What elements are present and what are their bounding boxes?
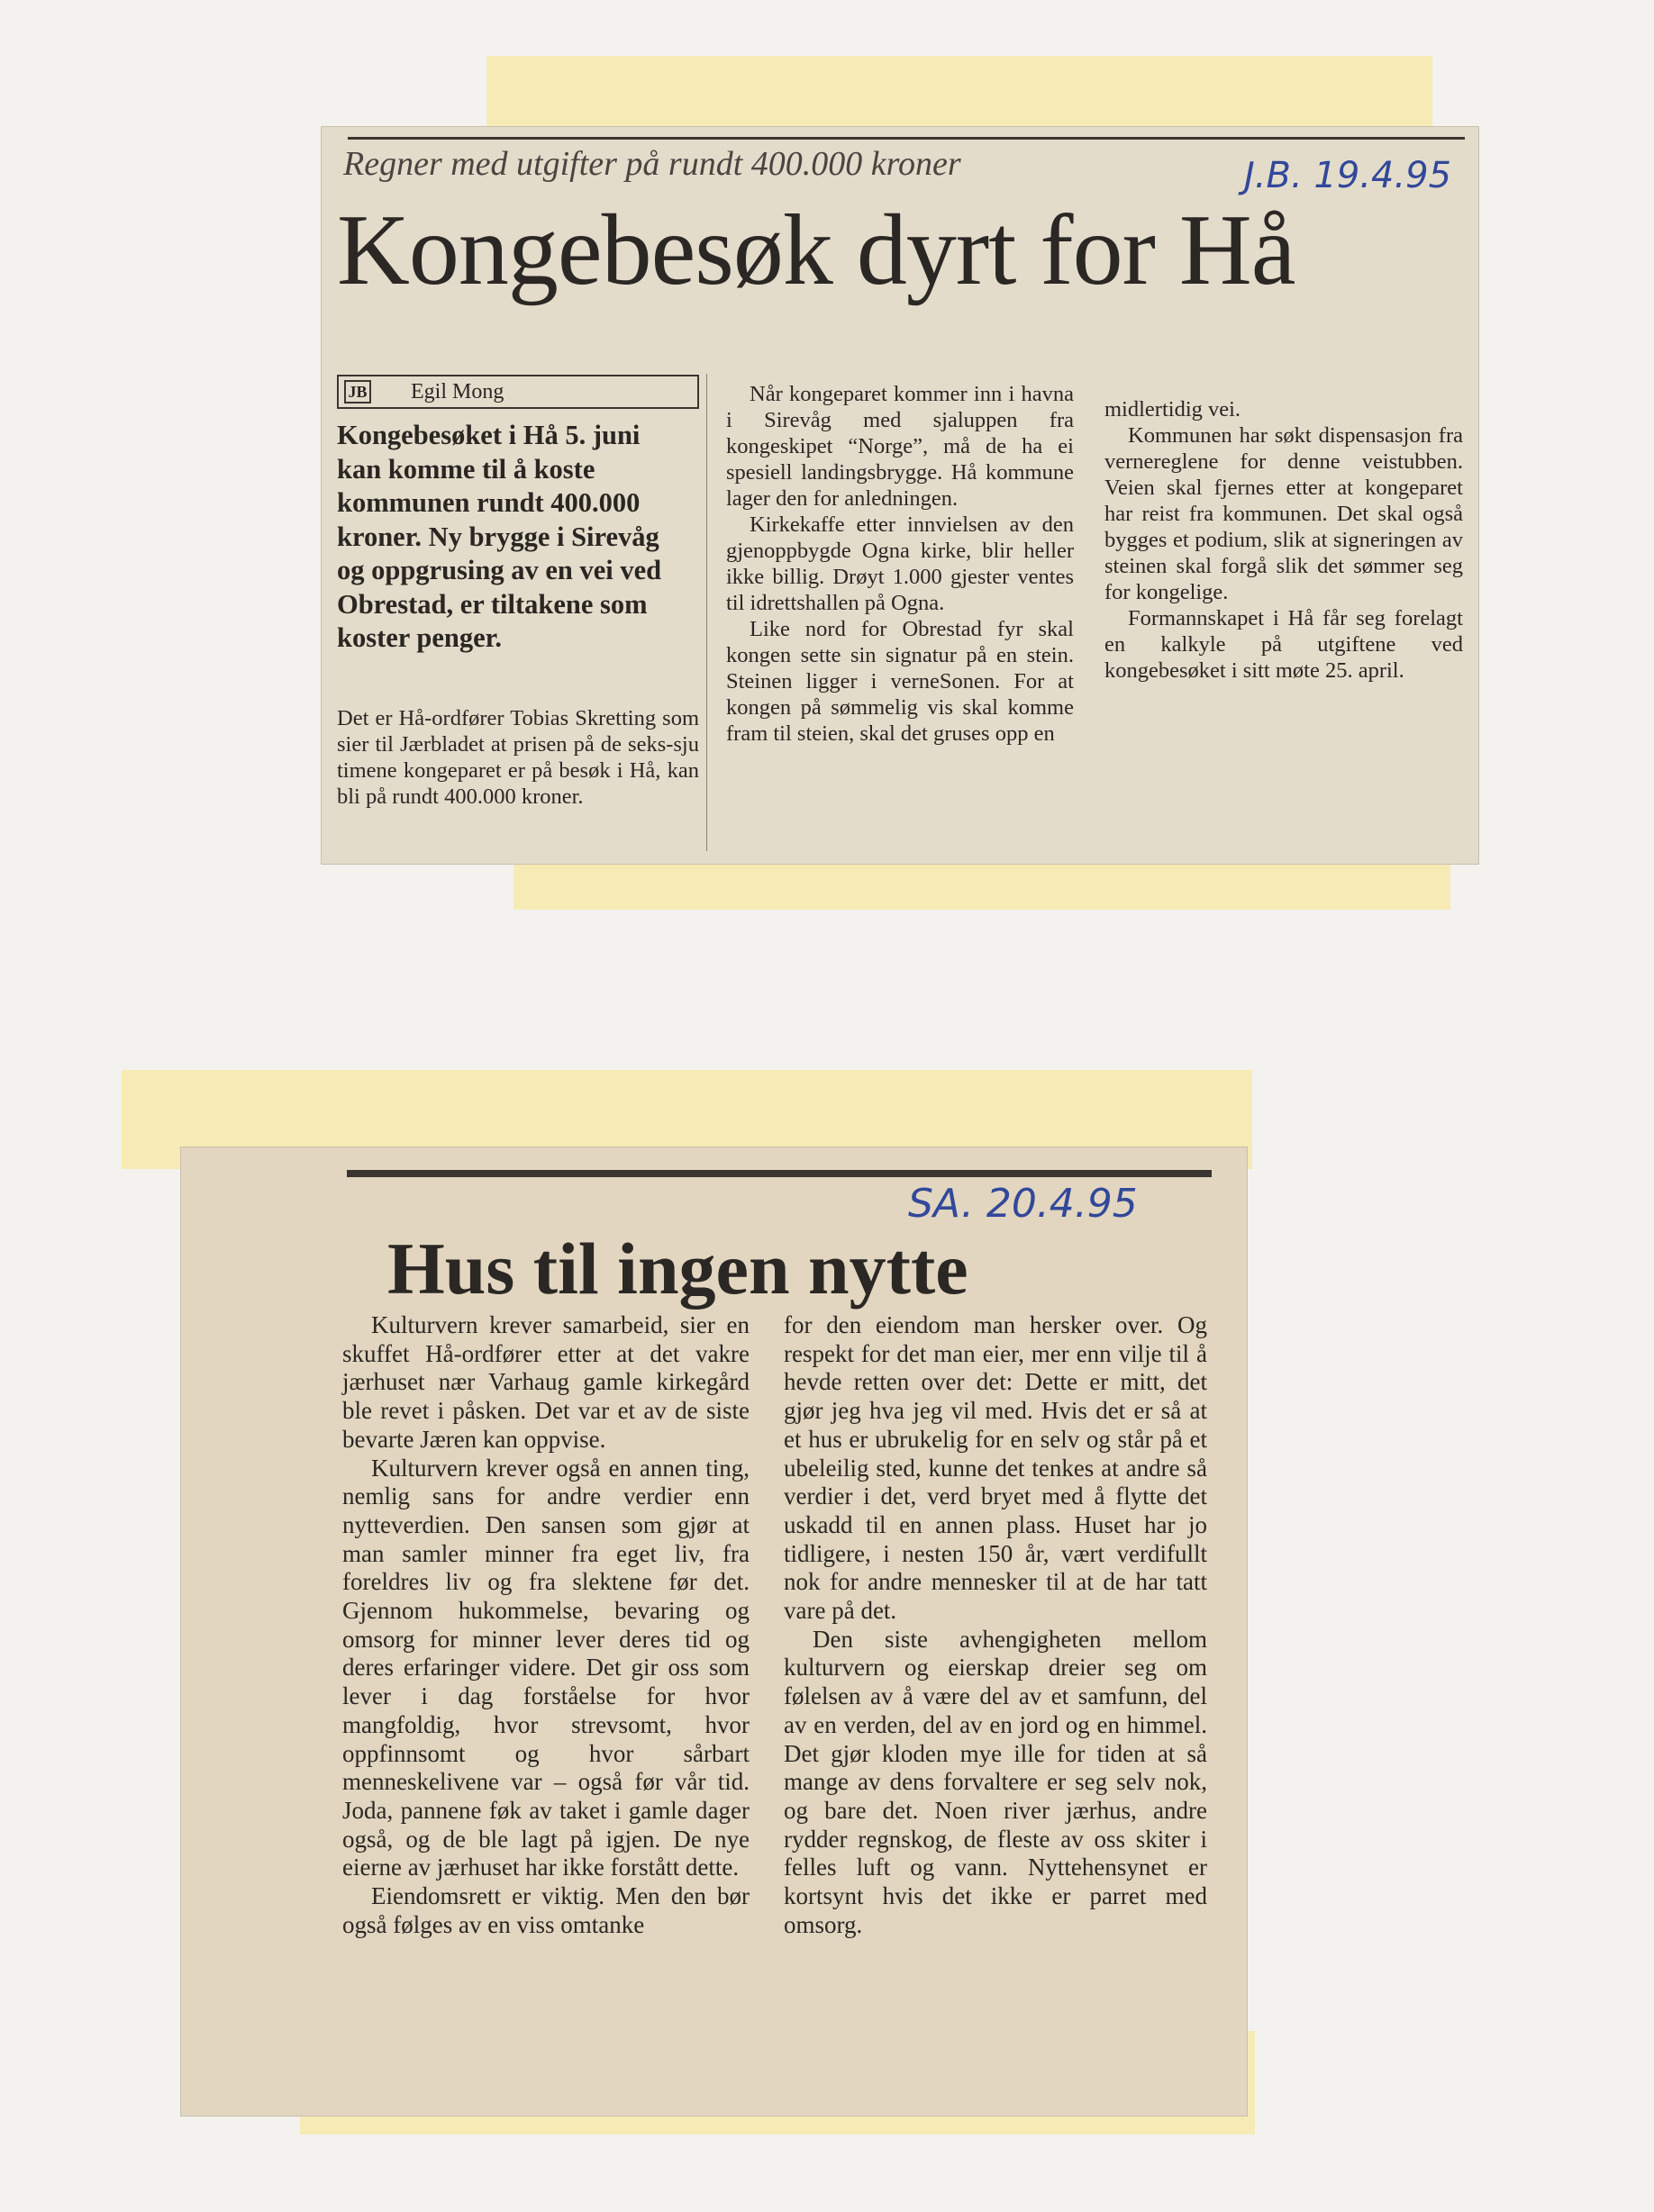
paragraph: midlertidig vei. [1104, 397, 1241, 422]
body-column-2 [784, 1311, 1207, 1939]
top-rule [347, 1170, 1212, 1177]
paragraph: Den siste avhengigheten mellom kulturvern og eierskap dreier seg om følelsen av å være del av et samfunn, del av en verden, del av en jord og en himmel. Det gjør kloden mye ille for tiden at så mange av dens forvaltere er seg selv nok, og bare det. Noen river jærhus, andre rydder regnskog, de fleste av oss skiter i felles luft og vann. Nyttehensynet er kortsynt hvis det ikke er parret med omsorg. [784, 1625, 1207, 1938]
body-column-1 [337, 705, 699, 810]
byline-author: Egil Mong [411, 380, 504, 403]
newspaper-logo: JB [344, 380, 371, 403]
byline-box [337, 375, 699, 409]
handwritten-date-annotation: SA. 20.4.95 [908, 1181, 1138, 1227]
paragraph: Kulturvern krever samarbeid, sier en skuffet Hå-ordfører etter at det vakre jærhuset nær Varhaug gamle kirkegård ble revet i påsken. Det var et av de siste bevarte Jæren kan oppvise. [342, 1311, 750, 1453]
article-headline: Kongebesøk dyrt for Hå [337, 195, 1295, 306]
article-kicker: Regner med utgifter på rundt 400.000 kroner [343, 145, 961, 183]
tape-top-1 [486, 56, 1432, 137]
column-rule [706, 374, 707, 851]
article-headline: Hus til ingen nytte [387, 1228, 968, 1310]
top-rule [348, 137, 1465, 140]
paragraph: Like nord for Obrestad fyr skal kongen sette sin signatur på en stein. Steinen ligger i verneSonen. For at kongen på sømmelig vis skal komme fram til steien, skal det gruses opp en [726, 617, 1074, 746]
handwritten-date-annotation: J.B. 19.4.95 [1244, 155, 1452, 196]
news-clipping-hus-til-ingen-nytte [180, 1147, 1248, 2117]
paragraph: Kirkekaffe etter innvielsen av den gjenoppbygde Ogna kirke, blir heller ikke billig. Drøyt 1.000 gjester ventes til idrettshallen på Ogna. [726, 512, 1074, 615]
paragraph: Det er Hå-ordfører Tobias Skretting som sier til Jærbladet at prisen på de seks-sju timene kongeparet er på besøk i Hå, kan bli på rundt 400.000 kroner. [337, 706, 699, 809]
paragraph: Når kongeparet kommer inn i havna i Sirevåg med sjaluppen fra kongeskipet “Norge”, må de ha ei spesiell landingsbrygge. Hå kommune lager den for anledningen. [726, 382, 1074, 511]
paragraph: Kulturvern krever også en annen ting, nemlig sans for andre verdier enn nytteverdien. Den sansen som gjør at man samler minner fra eget liv, fra foreldres liv og fra slektene før det. Gjennom hukommelse, bevaring og omsorg for minner lever deres tid og deres erfaringer videre. Det gir oss som lever i dag forståelse for hvor mangfoldig, hvor strevsomt, hvor oppfinnsomt og hvor sårbart menneskelivene var – også før vår tid. Joda, pannene føk av taket i gamle dager også, og de ble lagt på igjen. De nye eierne av jærhuset har ikke forstått dette. [342, 1454, 750, 1881]
paragraph: Formannskapet i Hå får seg forelagt en kalkyle på utgiftene ved kongebesøket i sitt møte 25. april. [1104, 606, 1463, 683]
lead-paragraph: Kongebesøket i Hå 5. juni kan komme til å koste kommunen rundt 400.000 kroner. Ny brygge i Sirevåg og oppgrusing av en vei ved Obrestad, er tiltakene som koster penger. [337, 420, 662, 653]
body-column-1 [342, 1311, 750, 1939]
news-clipping-kongebesok [321, 126, 1479, 865]
paragraph: Eiendomsrett er viktig. Men den bør også følges av en viss omtanke [342, 1882, 750, 1938]
body-column-3 [1104, 396, 1463, 684]
paragraph: for den eiendom man hersker over. Og respekt for det man eier, mer enn vilje til å hevde retten over det: Dette er mitt, det gjør jeg hva jeg vil med. Hvis det er så at et hus er ubrukelig for en selv og står på et ubeleilig sted, kunne det tenkes at andre så verdier i det, verd bryet med å flytte det uskadd til en annen plass. Huset har jo tidligere, i nesten 150 år, vært verdifullt nok for andre mennesker til at de har tatt vare på det. [784, 1311, 1207, 1625]
paragraph: Kommunen har søkt dispensasjon fra vernereglene for denne veistubben. Veien skal fjernes etter at kongeparet har reist fra kommunen. Det skal også bygges et podium, slik at signeringen av steinen skal forgå slik det sømmer seg for kongelige. [1104, 423, 1463, 604]
body-column-2 [726, 381, 1074, 747]
